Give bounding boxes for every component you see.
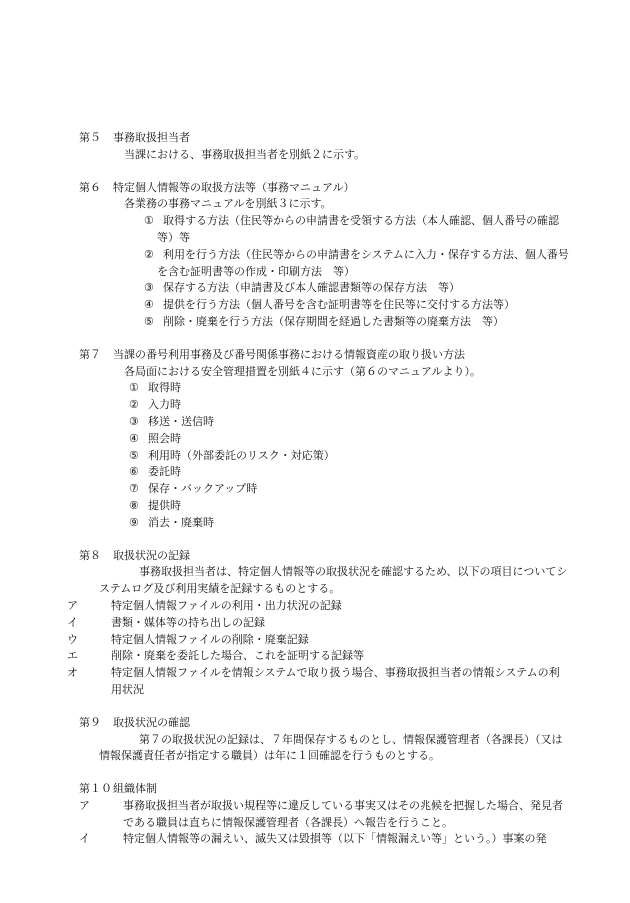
section-heading — [79, 781, 569, 798]
list-item-text: 特定個人情報等の漏えい、滅失又は毀損等（以下「情報漏えい等」という。）事案の発 — [123, 832, 547, 846]
list-item — [113, 397, 569, 414]
list-item-text: 移送・送信時 — [148, 414, 214, 428]
list-marker: ⑨ — [129, 515, 139, 529]
list-item — [113, 481, 569, 498]
list-marker: イ — [67, 615, 78, 629]
list-item-text: 取得時 — [148, 381, 181, 395]
list-item-text: 消去・廃棄時 — [148, 515, 214, 529]
section-6 — [79, 180, 569, 331]
list-item — [113, 247, 569, 281]
list-item-text: 書類・媒体等の持ち出しの記録 — [111, 615, 265, 629]
list-item-text: 特定個人情報ファイルを情報システムで取り扱う場合、事務取扱担当者の情報システムの利用状況 — [111, 666, 560, 696]
list-marker: ⑧ — [129, 498, 139, 512]
section-body: 事務取扱担当者は、特定個人情報等の取扱状況を確認するため、以下の項目についてシステムログ及び利用実績を記録するものとする。 — [99, 565, 568, 596]
section-title: 取扱状況の記録 — [113, 548, 190, 562]
list-marker: オ — [67, 666, 78, 680]
section-heading — [79, 548, 569, 565]
list-item — [113, 515, 569, 532]
section-9 — [79, 715, 569, 765]
list-marker: ② — [129, 398, 139, 412]
list-item-text: 提供を行う方法（個人番号を含む証明書等を住民等に交付する方法等） — [163, 298, 515, 312]
list-item-text: 保存・バックアップ時 — [148, 482, 258, 496]
section-8 — [67, 548, 569, 699]
list-item-text: 削除・廃棄を行う方法（保存期間を経過した書類等の廃棄方法 等） — [163, 314, 504, 328]
list-marker: ① — [144, 214, 154, 228]
list-item — [67, 632, 569, 649]
list-item — [113, 431, 569, 448]
section-heading — [79, 130, 569, 147]
section-title: 事務取扱担当者 — [113, 131, 190, 144]
list-item-text: 取得する方法（住民等からの申請書を受領する方法（本人確認、個人番号の確認等）等 — [157, 214, 559, 244]
section-heading — [79, 347, 569, 364]
section-body: 各局面における安全管理措置を別紙４に示す（第６のマニュアルより）。 — [124, 364, 482, 378]
list-item — [113, 297, 569, 314]
document-body — [67, 130, 569, 864]
section-title: 当課の番号利用事務及び番号関係事務における情報資産の取り扱い方法 — [113, 347, 465, 361]
list-item — [113, 280, 569, 297]
list-marker: ウ — [67, 632, 78, 646]
list-item — [113, 380, 569, 397]
section-heading — [79, 180, 569, 197]
list-marker: ① — [129, 381, 139, 395]
list-marker: イ — [79, 832, 90, 846]
list-item-text: 削除・廃棄を委託した場合、これを証明する記録等 — [111, 649, 364, 663]
list-marker: ⑥ — [129, 465, 139, 479]
list-item-text: 特定個人情報ファイルの利用・出力状況の記録 — [111, 598, 342, 612]
list-marker: エ — [67, 649, 78, 663]
list-item — [113, 448, 569, 465]
list-item — [113, 314, 569, 331]
section-number: 第９ — [79, 715, 101, 729]
section-body: 各業務の事務マニュアルを別紙３に示す。 — [124, 197, 332, 211]
list-item-text: 照会時 — [148, 431, 181, 445]
list-item — [67, 648, 569, 665]
list-marker: ④ — [144, 298, 154, 312]
list-marker: ア — [67, 598, 78, 612]
section-number: 第１０ — [79, 782, 112, 796]
section-title: 特定個人情報等の取扱方法等（事務マニュアル） — [113, 180, 355, 194]
section-title: 取扱状況の確認 — [113, 715, 190, 729]
list-item — [113, 464, 569, 481]
list-marker: ⑦ — [129, 482, 139, 496]
section-title: 組織体制 — [113, 782, 157, 796]
list-item-text: 特定個人情報ファイルの削除・廃棄記録 — [111, 632, 309, 646]
list-marker: ④ — [129, 431, 139, 445]
list-item-text: 保存する方法（申請書及び本人確認書類等の保存方法 等） — [163, 281, 460, 295]
list-item — [113, 498, 569, 515]
list-item-text: 提供時 — [148, 498, 181, 512]
list-item — [79, 798, 569, 832]
list-marker: ② — [144, 247, 154, 261]
section-5 — [79, 130, 569, 164]
list-marker: ③ — [129, 414, 139, 428]
list-item — [67, 615, 569, 632]
list-item-text: 事務取扱担当者が取扱い規程等に違反している事実又はその兆候を把握した場合、発見者である職員は直ちに情報保護管理者（各課長）へ報告を行うこと。 — [123, 798, 563, 829]
section-body: 当課における、事務取扱担当者を別紙２に示す。 — [124, 147, 366, 161]
section-body: 第７の取扱状況の記録は、７年間保存するものとし、情報保護管理者（各課長）（又は情報保護責任者が指定する職員）は年に１回確認を行うものとする。 — [99, 732, 563, 763]
section-number: 第５ — [79, 131, 101, 144]
list-item — [67, 665, 569, 699]
list-item — [113, 414, 569, 431]
list-marker: ③ — [144, 281, 154, 295]
list-marker: ⑤ — [129, 448, 139, 462]
list-item-text: 利用時（外部委託のリスク・対応策） — [148, 448, 335, 462]
list-item — [113, 213, 569, 247]
list-marker: ⑤ — [144, 314, 154, 328]
list-item-text: 入力時 — [148, 398, 181, 412]
list-item-text: 利用を行う方法（住民等からの申請書をシステムに入力・保存する方法、個人番号を含む証明書等の作成・印刷方法 等） — [157, 247, 569, 278]
list-marker: ア — [79, 798, 90, 812]
section-number: 第７ — [79, 347, 101, 361]
list-item — [79, 831, 569, 848]
section-7 — [79, 347, 569, 532]
section-10 — [79, 781, 569, 848]
list-item-text: 委託時 — [148, 465, 181, 479]
section-number: 第８ — [79, 548, 101, 562]
section-number: 第６ — [79, 180, 101, 194]
section-heading — [79, 715, 569, 732]
list-item — [67, 598, 569, 615]
